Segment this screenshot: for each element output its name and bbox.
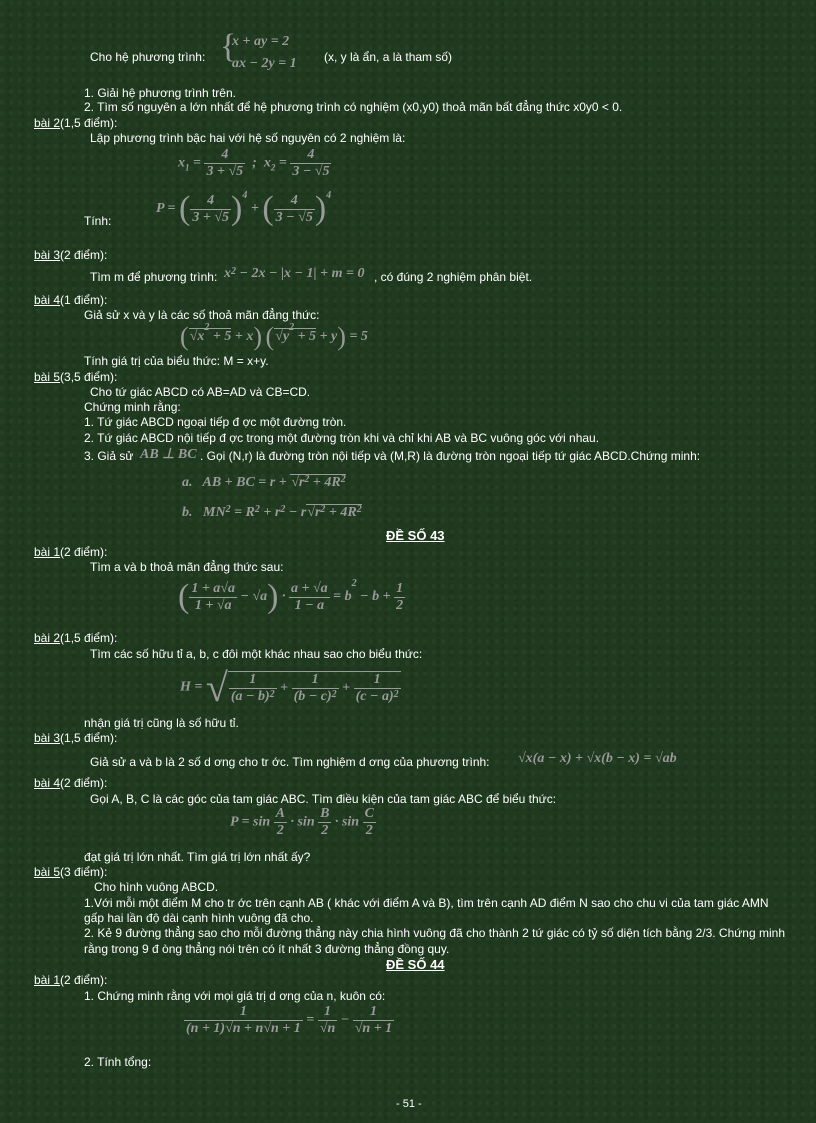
exam43-problem-5-given: Cho hình vuông ABCD. [94,880,219,894]
roots-formula: $x_1$ = $\frac{4}{3 + √5}$ ; $x_2$ = $\frac{4}{3 - √5}$ [178,147,330,179]
h-expression: H = √ $\frac{1}{(a - b)^2}$ + $\frac{1}{(b - c)^2}$ + $\frac{1}{(c - a)^2}$ [180,665,399,710]
perp-condition: AB ⊥ BC [140,447,197,462]
exam-43-title: ĐỀ SỐ 43 [386,528,445,543]
problem-5-heading: bài 5(3,5 điểm): [34,370,118,384]
problem-3-text: Tìm m để phương trình: [90,270,218,284]
problem-5-part3: 3. Giả sử [84,449,134,463]
page-number: - 51 - [396,1098,422,1110]
problem-4-heading: bài 4(1 điểm): [34,293,108,307]
exam43-problem-5-part1-cont: gấp hai lần độ dài cạnh hình vuông đã cho. [84,911,314,925]
exam43-problem-1-text: Tìm a và b thoả mãn đẳng thức sau: [90,560,284,574]
problem-2-text: Lập phương trình bậc hai với hệ số nguyên có 2 nghiệm là: [90,131,406,145]
problem-4-question: Tính giá trị của biểu thức: M = x+y. [84,354,269,368]
problem-3-text-end: , có đúng 2 nghiệm phân biệt. [374,270,533,284]
p-formula: P = ( $\frac{4}{3 + √5}$ )$^4$ + ( $\frac{4}{3 - √5}$ )$^4$ [156,190,332,227]
exam43-problem-4-text: Gọi A, B, C là các góc của tam giác ABC. Tìm điều kiện của tam giác ABC để biểu thức: [90,792,557,806]
formula-a: a. AB + BC = $r + √r^2 + 4R^2$ [182,474,346,490]
exam44-problem-1-heading: bài 1(2 điểm): [34,973,108,987]
exam43-problem-5-part1: 1.Với mỗi một điểm M cho tr ớc trên cạnh AB ( khác với điểm A và B), tìm trên cạnh AD điểm N sao cho chu vi của tam giác AMN [84,896,769,910]
telescoping-identity: $\frac{1}{(n + 1)√n + n√n + 1}$ = $\frac{1}{√n}$ − $\frac{1}{√n + 1}$ [186,1004,393,1036]
exam43-problem-5-part2-cont: rằng trong 9 đ òng thẳng nói trên có ít nhất 3 đường thẳng đồng quy. [84,942,450,956]
problem-5-given: Cho tứ giác ABCD có AB=AD và CB=CD. [90,385,311,399]
problem-5-part3-end: . Gọi (N,r) là đường tròn nội tiếp và (M,R) là đường tròn ngoại tiếp tứ giác ABCD.Chứng minh: [200,449,701,463]
identity-xy: $(√x^2 + 5 + x) (√y^2 + 5 + y) = 5$ [180,322,368,351]
exam43-problem-4-end: đạt giá trị lớn nhất. Tìm giá trị lớn nhất ấy? [84,850,311,864]
compute-label: Tính: [84,214,112,228]
exam44-problem-2-text: 2. Tính tổng: [84,1055,152,1069]
problem-5-part2: 2. Tứ giác ABCD nội tiếp đ ợc trong một đường tròn khi và chỉ khi AB và BC vuông góc với nhau. [84,431,600,445]
exam43-problem-3-text: Giả sử a và b là 2 số d ơng cho tr ớc. Tìm nghiệm d ơng của phương trình: [90,755,490,769]
exam-44-title: ĐỀ SỐ 44 [386,957,445,972]
formula-b: b. $MN^2 = R^2 + r^2 - r√r^2 + 4R^2$ [182,504,362,520]
exam43-problem-2-heading: bài 2(1,5 điểm): [34,631,118,645]
system-intro: Cho hệ phương trình: [90,50,206,64]
ab-identity: ( $\frac{1 + a√a}{1 + √a}$ − √a) · $\frac{a + √a}{1 - a}$ = $b^2 - b$ + $\frac{1}{2}$ [178,578,404,615]
exam43-problem-2-end: nhận giá trị cũng là số hữu tỉ. [84,716,239,730]
item-1-solve: 1. Giải hệ phương trình trên. [84,86,236,100]
exam43-problem-2-text: Tìm các số hữu tỉ a, b, c đôi một khác nhau sao cho biểu thức: [90,647,423,661]
problem-2-heading: bài 2(1,5 điểm): [34,116,118,130]
exam44-problem-1-text: 1. Chứng minh rằng với mọi giá trị d ơng của n, kuôn có: [84,989,386,1003]
exam43-problem-4-heading: bài 4(2 điểm): [34,776,108,790]
exam43-problem-3-heading: bài 3(1,5 điểm): [34,731,118,745]
problem-3-heading: bài 3(2 điểm): [34,248,108,262]
sqrt-equation: √x(a − x) + √x(b − x) = √ab [518,751,677,766]
exam43-problem-5-heading: bài 5(3 điểm): [34,865,108,879]
equation-m: $x^2 - 2x - |x - 1| + m = 0$ [224,266,365,281]
exam43-problem-1-heading: bài 1(2 điểm): [34,545,108,559]
item-2-integer: 2. Tìm số nguyên a lớn nhất để hệ phương trình có nghiệm (x0,y0) thoả mãn bất đẳng thức x0y0 < 0. [84,100,623,114]
exam43-problem-5-part2: 2. Kẻ 9 đường thẳng sao cho mỗi đường thẳng này chia hình vuông đã cho thành 2 tứ giác có tỷ số diện tích bằng 2/3. Chứng minh [84,926,785,940]
sin-expression: P = sin $\frac{A}{2}$ · sin $\frac{B}{2}$ · sin $\frac{C}{2}$ [230,806,374,838]
problem-5-prove: Chứng minh rằng: [84,400,181,414]
problem-5-part1: 1. Tứ giác ABCD ngoại tiếp đ ợc một đường tròn. [84,415,347,429]
problem-4-text: Giả sử x và y là các số thoả mãn đẳng thức: [84,308,320,322]
system-note: (x, y là ẩn, a là tham số) [324,50,453,64]
